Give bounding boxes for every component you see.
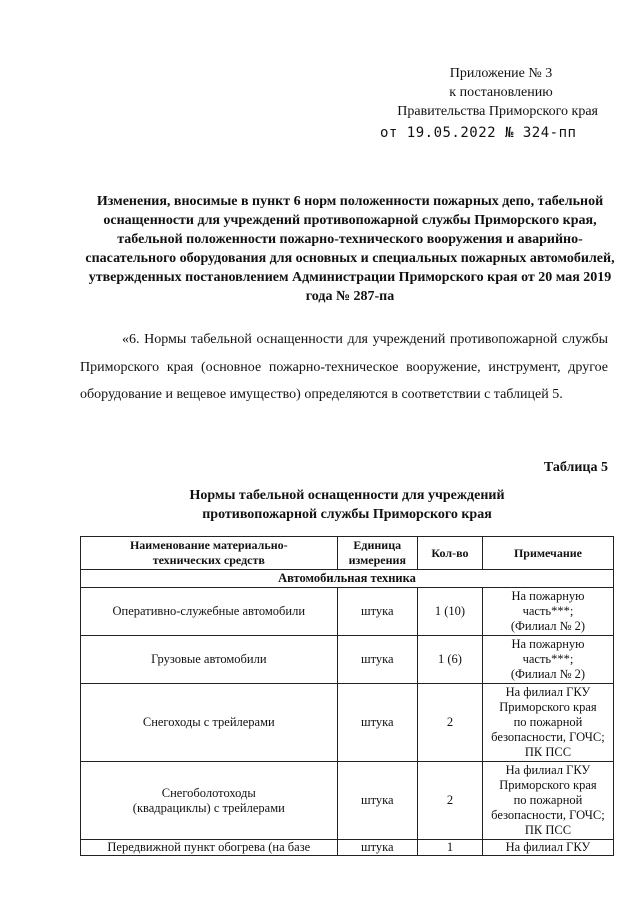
cell-unit: штука (337, 684, 417, 762)
cell-qty: 2 (417, 762, 482, 840)
cell-note: На пожарную часть***; (Филиал № 2) (482, 636, 613, 684)
appendix-authority: Правительства Приморского края (397, 104, 598, 119)
cell-qty: 1 (10) (417, 588, 482, 636)
cell-unit: штука (337, 840, 417, 856)
cell-unit: штука (337, 762, 417, 840)
table-header-row (81, 537, 614, 570)
cell-note: На пожарную часть***; (Филиал № 2) (482, 588, 613, 636)
cell-unit: штука (337, 636, 417, 684)
document-heading: Изменения, вносимые в пункт 6 норм положенности пожарных депо, табельной оснащенности для учреждений противопожарной службы Приморского края, табельной положенности пожарно-технического вооружения и аварийно-спасательного оборудования для основных и специальных пожарных автомобилей, утвержденных постановлением Администрации Приморского края от 20 мая 2019 года № 287-па (85, 194, 615, 304)
table-row (81, 762, 614, 840)
cell-qty: 1 (6) (417, 636, 482, 684)
header-note: Примечание (482, 537, 613, 570)
header-unit: Единица измерения (337, 537, 417, 570)
body-paragraph: «6. Нормы табельной оснащенности для учреждений противопожарной службы Приморского края (основное пожарно-техническое вооружение, инструмент, другое оборудование и вещевое имущество) определяются в соответствии с таблицей 5. (80, 332, 608, 402)
cell-qty: 1 (417, 840, 482, 856)
cell-name: Снегоболотоходы (квадрациклы) с трейлерами (81, 762, 338, 840)
decree-date-stamp: от 19.05.2022 № 324-пп (380, 125, 577, 141)
cell-name: Оперативно-служебные автомобили (81, 588, 338, 636)
header-name: Наименование материально- технических средств (81, 537, 338, 570)
appendix-reference: к постановлению (449, 85, 553, 100)
cell-note: На филиал ГКУ (482, 840, 613, 856)
table-row (81, 636, 614, 684)
table-row (81, 684, 614, 762)
cell-name: Передвижной пункт обогрева (на базе (81, 840, 338, 856)
appendix-block (358, 64, 598, 143)
cell-qty: 2 (417, 684, 482, 762)
table-title: Нормы табельной оснащенности для учреждений противопожарной службы Приморского края (189, 488, 505, 522)
norms-table (80, 536, 614, 856)
cell-note: На филиал ГКУ Приморского края по пожарной безопасности, ГОЧС; ПК ПСС (482, 684, 613, 762)
section-row (81, 570, 614, 588)
cell-name: Снегоходы с трейлерами (81, 684, 338, 762)
cell-name: Грузовые автомобили (81, 636, 338, 684)
appendix-title: Приложение № 3 (449, 66, 553, 81)
table-row (81, 840, 614, 856)
header-qty: Кол-во (417, 537, 482, 570)
section-title: Автомобильная техника (81, 570, 614, 588)
cell-unit: штука (337, 588, 417, 636)
table-row (81, 588, 614, 636)
table-label: Таблица 5 (543, 460, 608, 475)
cell-note: На филиал ГКУ Приморского края по пожарной безопасности, ГОЧС; ПК ПСС (482, 762, 613, 840)
